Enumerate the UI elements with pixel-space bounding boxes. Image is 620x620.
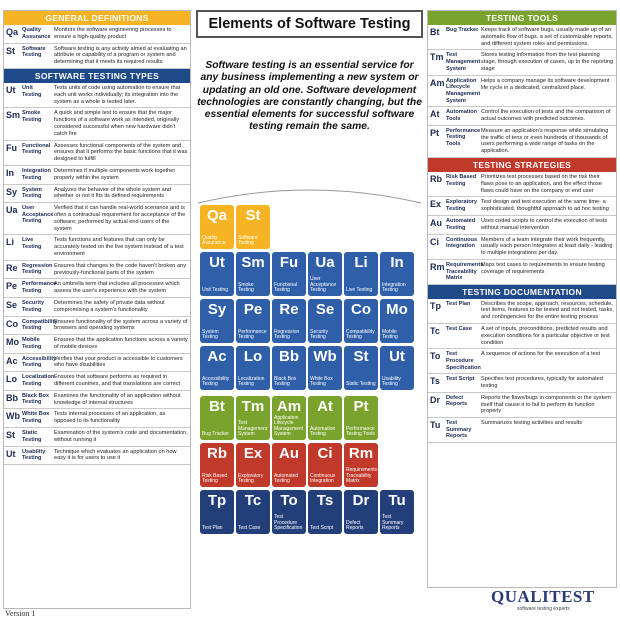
element-description: Ensures functionality of the system across a variety of browsers and operating systems: [54, 318, 188, 332]
testing-types-row: [4, 409, 190, 428]
element-abbr: Pe: [6, 281, 18, 292]
center-column: [196, 10, 423, 134]
periodic-row: [200, 299, 416, 343]
tile-symbol: Ci: [317, 445, 333, 462]
periodic-tile: [344, 299, 378, 343]
element-term: Test Case: [446, 326, 473, 333]
element-abbr: Am: [430, 77, 445, 88]
periodic-tile: [272, 299, 306, 343]
element-abbr: St: [6, 430, 15, 441]
testing-documentation-row: [428, 324, 616, 349]
tile-symbol: Tu: [388, 492, 406, 509]
element-abbr: Se: [6, 299, 18, 310]
element-description: Ensures that changes to the code haven't broken any previously-functional parts of the system: [54, 262, 186, 276]
tile-name: Test Script: [310, 525, 334, 532]
tile-symbol: Co: [351, 301, 371, 318]
testing-tools-row: [428, 107, 616, 126]
periodic-tile: [380, 490, 414, 534]
element-description: Software testing is any activity aimed at evaluating an attribute or capability of a program or system and determining that it meets its required results: [54, 45, 187, 66]
tile-symbol: Tp: [207, 492, 227, 509]
element-term: Test Management System: [446, 52, 481, 72]
general-definitions-header: GENERAL DEFINITIONS: [4, 11, 190, 25]
periodic-tile: [272, 346, 306, 390]
tile-symbol: St: [245, 207, 261, 224]
element-abbr: In: [6, 167, 14, 178]
element-abbr: Rb: [430, 173, 442, 184]
testing-types-row: [4, 203, 190, 235]
element-term: Live Testing: [22, 237, 42, 250]
periodic-tile: [236, 490, 270, 534]
tile-symbol: Dr: [352, 492, 370, 509]
element-abbr: Qa: [6, 27, 19, 37]
element-term: Test Summary Reports: [446, 420, 472, 440]
tile-symbol: Re: [279, 301, 299, 318]
tile-symbol: Rb: [207, 445, 227, 462]
element-description: Prioritizes test processes based on the risk their flaws pose to an application, and the effect those flaws could have on the company or end user: [481, 173, 602, 194]
testing-types-header: SOFTWARE TESTING TYPES: [4, 69, 190, 83]
element-term: Localization Testing: [22, 374, 55, 387]
element-term: Mobile Testing: [22, 337, 42, 350]
periodic-tile: [308, 299, 342, 343]
element-abbr: St: [6, 45, 15, 56]
element-abbr: Ut: [6, 84, 16, 95]
periodic-tile: [200, 252, 234, 296]
element-description: A sequence of actions for the execution of a test: [481, 351, 601, 358]
testing-types-row: [4, 83, 190, 108]
testing-types-row: [4, 185, 190, 204]
tile-name: Test Procedure Specification: [274, 514, 303, 532]
tile-name: Risk Based Testing: [202, 472, 228, 485]
testing-types-row: [4, 298, 190, 317]
testing-strategies-header: TESTING STRATEGIES: [428, 158, 616, 172]
periodic-tile: [308, 443, 342, 487]
element-abbr: Bt: [430, 27, 440, 37]
periodic-tile: [308, 252, 342, 296]
element-term: Requirements Traceability Matrix: [446, 261, 484, 282]
tile-symbol: Bt: [209, 398, 225, 415]
element-description: Tests functions and features that can only be accurately tested on the live system instead of a test environment: [54, 237, 184, 257]
element-abbr: Ac: [6, 355, 18, 366]
element-abbr: Mo: [6, 337, 19, 348]
tile-symbol: Rm: [348, 445, 374, 462]
tile-name: Performance Testing: [238, 328, 267, 341]
element-description: Test design and test execution at the same time- a sophisticated, thoughtful approach to ad hoc testing: [481, 199, 609, 213]
periodic-tile: [344, 396, 378, 440]
tile-name: Exploratory Testing: [238, 472, 264, 485]
element-description: Keeps track of software bugs, usually made up of an automatic flow of bugs, a set of customizable reports, and different system roles and permissions.: [481, 27, 613, 47]
element-description: Verifies that your product is accessible to customers who have disabilities: [54, 355, 183, 369]
tile-symbol: Ut: [389, 348, 405, 365]
general-definitions-row: [4, 44, 190, 69]
testing-types-row: [4, 235, 190, 260]
element-description: Specifies test procedures, typically for automated testing: [481, 376, 603, 390]
tile-name: Test Summary Reports: [382, 514, 404, 532]
element-description: Reports the flaws/bugs in components or the system itself that cause it to fail to perform its function properly: [481, 394, 611, 415]
element-term: Static Testing: [22, 430, 42, 443]
left-column: [3, 10, 191, 609]
element-abbr: Fu: [6, 142, 17, 153]
periodic-tile: [272, 252, 306, 296]
tile-name: Security Testing: [310, 328, 329, 341]
element-description: Monitors the software engineering processes to ensure a high-quality product: [54, 27, 172, 40]
element-description: Technique which evaluates an application on how easy it is for users to use it: [54, 448, 177, 462]
tile-symbol: Ut: [209, 254, 225, 271]
element-description: An umbrella term that includes all processes which assess the user's experience with the system: [54, 281, 180, 295]
element-abbr: Ua: [6, 205, 18, 216]
tile-name: Software Testing: [238, 234, 258, 247]
periodic-tile: [272, 443, 306, 487]
testing-types-row: [4, 166, 190, 185]
element-term: Software Testing: [22, 45, 46, 59]
tile-name: Test Case: [238, 525, 261, 532]
tile-symbol: Bb: [279, 348, 299, 365]
tile-name: Requirements Traceability Matrix: [346, 467, 378, 485]
element-abbr: Ci: [430, 236, 439, 247]
testing-documentation-row: [428, 349, 616, 374]
element-term: Continuous Integration: [446, 236, 478, 250]
tile-symbol: St: [353, 348, 369, 365]
element-abbr: Lo: [6, 374, 17, 385]
periodic-tile: [272, 396, 306, 440]
element-abbr: Re: [6, 262, 18, 273]
tile-name: Test Plan: [202, 525, 223, 532]
tile-symbol: To: [280, 492, 298, 509]
tile-name: Static Testing: [346, 381, 376, 388]
testing-types-row: [4, 335, 190, 354]
tile-name: Localization Testing: [238, 375, 265, 388]
element-description: Assesses functional components of the system and ensures that it performs the basic functions that it was designed to fulfill: [54, 142, 188, 163]
tile-symbol: Tm: [241, 398, 265, 415]
testing-tools-row: [428, 126, 616, 158]
element-term: System Testing: [22, 186, 42, 200]
periodic-tile: [380, 346, 414, 390]
element-term: Compatibility Testing: [22, 318, 58, 332]
testing-documentation-header: TESTING DOCUMENTATION: [428, 285, 616, 299]
testing-strategies-row: [428, 197, 616, 216]
tile-symbol: Ua: [315, 254, 335, 271]
tile-symbol: Ex: [243, 445, 263, 462]
element-abbr: Co: [6, 318, 18, 329]
element-term: Bug Tracker: [446, 27, 479, 33]
testing-types-row: [4, 447, 190, 466]
element-description: A quick and simple test to ensure that the major functions of a software work as intended, originally considered successful when new hardware didn't catch fire: [54, 110, 179, 137]
element-description: Helps a company manage its software development life cycle in a dedicated, centralized place.: [481, 77, 610, 91]
periodic-tile: [380, 252, 414, 296]
tile-symbol: Pt: [353, 398, 369, 415]
version-label: Version 1: [5, 609, 36, 618]
element-abbr: Tp: [430, 300, 441, 311]
periodic-tile: [236, 396, 270, 440]
element-term: Accessibility Testing: [22, 355, 57, 369]
element-description: Uses coded scripts to control the execution of tests without manual intervention: [481, 217, 608, 231]
general-definitions-row: [4, 25, 190, 44]
element-description: Tests units of code using automation to ensure that each unit works individually; its integration into the system as a whole is tested later.: [54, 84, 181, 105]
element-term: White Box Testing: [22, 411, 50, 425]
element-abbr: Li: [6, 237, 14, 248]
element-term: Performance Testing Tools: [446, 127, 481, 147]
testing-documentation-row: [428, 374, 616, 393]
periodic-tile: [200, 299, 234, 343]
element-abbr: Rm: [430, 261, 445, 272]
element-term: Defect Reports: [446, 394, 468, 408]
periodic-tile: [344, 252, 378, 296]
logo-tagline: software testing experts: [517, 606, 570, 612]
element-description: Examination of the system's code and documentation, without running it: [54, 430, 188, 443]
periodic-tile: [200, 443, 234, 487]
periodic-tile: [200, 205, 234, 249]
element-abbr: Sy: [6, 186, 18, 197]
testing-tools-row: [428, 76, 616, 107]
tile-name: Live Testing: [346, 287, 373, 294]
tile-name: Unit Testing: [202, 287, 229, 294]
tile-symbol: Ts: [316, 492, 334, 509]
testing-types-row: [4, 261, 190, 280]
testing-types-row: [4, 428, 190, 447]
element-abbr: Sm: [6, 110, 21, 121]
testing-documentation-row: [428, 393, 616, 418]
element-abbr: To: [430, 351, 441, 362]
testing-tools-row: [428, 25, 616, 50]
periodic-tile: [380, 299, 414, 343]
element-abbr: Tc: [430, 326, 440, 337]
periodic-table: [200, 205, 416, 537]
testing-documentation-row: [428, 299, 616, 324]
element-term: Automation Tools: [446, 109, 478, 122]
testing-strategies-row: [428, 235, 616, 260]
tile-name: Application Lifecycle Management System: [274, 414, 304, 438]
tile-symbol: Qa: [206, 207, 227, 224]
tile-name: Smoke Testing: [238, 281, 254, 294]
element-term: Test Plan: [446, 300, 471, 307]
testing-tools-row: [428, 50, 616, 75]
element-description: Determines if multiple components work together properly within the system: [54, 167, 176, 181]
element-term: Test Script: [446, 376, 475, 383]
testing-types-row: [4, 317, 190, 336]
tile-name: Regression Testing: [274, 328, 300, 341]
element-term: Performance Testing: [22, 281, 57, 294]
tile-symbol: Au: [279, 445, 299, 462]
tile-name: Continuous Integration: [310, 472, 336, 485]
element-abbr: Dr: [430, 394, 441, 405]
element-abbr: Au: [430, 217, 442, 228]
periodic-tile: [308, 396, 342, 440]
element-term: Smoke Testing: [22, 110, 42, 123]
element-term: Automated Testing: [446, 217, 476, 231]
tile-symbol: Ac: [207, 348, 227, 365]
element-abbr: Ut: [6, 448, 16, 459]
logo-name: QUALITEST: [491, 587, 595, 606]
testing-tools-list: [428, 25, 616, 158]
testing-types-row: [4, 108, 190, 140]
element-description: Ensures that software performs as required in different countries, and that translations are correct: [54, 374, 181, 388]
element-term: Application Lifecycle Management System: [446, 77, 481, 104]
periodic-tile: [236, 205, 270, 249]
testing-documentation-row: [428, 418, 616, 443]
element-term: Test Procedure Specification: [446, 351, 481, 371]
tile-symbol: Fu: [279, 254, 299, 271]
element-abbr: At: [430, 109, 440, 120]
testing-types-row: [4, 141, 190, 166]
periodic-row: [200, 443, 416, 487]
tile-symbol: Se: [315, 301, 335, 318]
tile-symbol: Lo: [243, 348, 263, 365]
element-term: Security Testing: [22, 299, 45, 313]
element-abbr: Ts: [430, 376, 440, 387]
element-term: Usability Testing: [22, 448, 46, 462]
testing-types-row: [4, 279, 190, 298]
tile-symbol: Mo: [386, 301, 408, 318]
element-description: Stores testing information from the test planning stage, through execution of cases, up to the reporting stage: [481, 52, 614, 72]
tile-symbol: Sy: [207, 301, 227, 318]
tile-name: Functional Testing: [274, 281, 298, 294]
tile-name: Accessibility Testing: [202, 375, 230, 388]
element-term: Black Box Testing: [22, 392, 50, 406]
testing-types-row: [4, 391, 190, 410]
tile-name: Usability Testing: [382, 375, 401, 388]
element-term: Regression Testing: [22, 262, 53, 276]
tile-name: Integration Testing: [382, 281, 406, 294]
tile-symbol: Tc: [244, 492, 262, 509]
tile-name: Bug Tracker: [202, 431, 229, 438]
testing-types-row: [4, 372, 190, 391]
periodic-row: [200, 252, 416, 296]
testing-strategies-row: [428, 260, 616, 285]
element-description: Describes the scope, approach, resources, schedule, test items, features to be tested and not tested, tasks, and contingencies for the entire testing process: [481, 300, 614, 321]
tile-symbol: At: [317, 398, 333, 415]
periodic-tile: [200, 490, 234, 534]
testing-strategies-row: [428, 172, 616, 197]
periodic-tile: [236, 443, 270, 487]
tile-name: System Testing: [202, 328, 219, 341]
tile-name: Performance Testing Tools: [346, 425, 375, 438]
element-abbr: Pt: [430, 127, 439, 138]
element-description: Tests internal processes of an application, as opposed to its functionality: [54, 411, 166, 425]
periodic-tile: [236, 346, 270, 390]
element-description: Members of a team integrate their work frequently, usually each person integrates at least daily - leading to multiple integrations per day.: [481, 236, 613, 257]
element-term: Quality Assurance: [22, 27, 51, 40]
general-definitions-list: [4, 25, 190, 69]
tile-symbol: Wb: [313, 348, 337, 365]
tile-symbol: Am: [276, 398, 302, 415]
periodic-row: [200, 346, 416, 390]
testing-documentation-list: [428, 299, 616, 443]
tile-symbol: Sm: [241, 254, 265, 271]
element-abbr: Wb: [6, 411, 20, 422]
tile-name: Quality Assurance: [202, 234, 226, 247]
right-column: [427, 10, 617, 588]
periodic-tile: [236, 252, 270, 296]
element-description: Summarizes testing activities and results: [481, 420, 583, 427]
element-description: Verified that it can handle real-world scenarios and is often a contractual requirement for acceptance of the software; performed by actual end users of the system: [54, 205, 186, 232]
testing-tools-header: TESTING TOOLS: [428, 11, 616, 25]
element-term: Functional Testing: [22, 142, 51, 156]
tile-symbol: Li: [354, 254, 368, 271]
element-description: Control the execution of tests and the comparison of actual outcomes with predicted outcomes.: [481, 109, 611, 122]
testing-types-list: [4, 83, 190, 465]
tile-name: User Acceptance Testing: [310, 276, 337, 294]
element-abbr: Tm: [430, 52, 444, 63]
element-abbr: Bb: [6, 392, 18, 403]
element-term: Unit Testing: [22, 84, 42, 98]
element-description: Ensures that the application functions across a variety of mobile devices: [54, 337, 188, 350]
element-description: Measure an application's response while simulating the traffic of tens or even hundreds of thousands of users performing a wide range of tasks on the application.: [481, 127, 609, 155]
element-term: User Acceptance Testing: [22, 205, 54, 225]
element-description: Determines the safety of private data without compromising a system's functionality: [54, 299, 165, 313]
testing-types-row: [4, 354, 190, 373]
tile-name: Mobile Testing: [382, 328, 398, 341]
element-description: Analyzes the behavior of the whole system and whether or not it fits its defined requirements: [54, 186, 171, 200]
periodic-tile: [344, 443, 378, 487]
periodic-tile: [308, 490, 342, 534]
testing-strategies-list: [428, 172, 616, 285]
testing-strategies-row: [428, 216, 616, 235]
periodic-tile: [200, 346, 234, 390]
tile-name: Defect Reports: [346, 519, 364, 532]
periodic-row: [200, 205, 416, 249]
periodic-row: [200, 490, 416, 534]
tile-name: Test Management System: [238, 420, 268, 438]
periodic-tile: [272, 490, 306, 534]
tile-symbol: In: [390, 254, 404, 271]
periodic-tile: [200, 396, 234, 440]
element-abbr: Tu: [430, 420, 441, 431]
qualitest-logo: [491, 587, 615, 617]
element-term: Risk Based Testing: [446, 173, 477, 187]
periodic-row: [200, 396, 416, 440]
tile-name: White Box Testing: [310, 375, 333, 388]
page-title: Elements of Software Testing: [196, 10, 423, 38]
element-term: Exploratory Testing: [446, 199, 478, 212]
element-abbr: Ex: [430, 199, 442, 210]
periodic-tile: [236, 299, 270, 343]
tile-name: Automated Testing: [274, 472, 299, 485]
element-description: Examines the functionality of an application without knowledge of internal structures: [54, 392, 181, 406]
tile-name: Compatibility Testing: [346, 328, 375, 341]
element-term: Integration Testing: [22, 167, 51, 181]
periodic-tile: [344, 346, 378, 390]
tile-symbol: Pe: [243, 301, 263, 318]
tile-name: Black Box Testing: [274, 375, 297, 388]
tile-name: Automation Testing: [310, 425, 336, 438]
periodic-tile: [308, 346, 342, 390]
intro-text: Software testing is an essential service for any business implementing a new system or updating an old one. Software development technologies are constantly changing, but the essential elements for successful software testing remain the same.: [197, 60, 422, 133]
element-description: Maps test cases to requirements to ensure testing coverage of requirements: [481, 261, 605, 275]
element-description: A set of inputs, preconditions, predicted results and execution conditions for a particular objective or test condition: [481, 326, 610, 346]
decorative-arc: [196, 183, 423, 205]
periodic-tile: [344, 490, 378, 534]
